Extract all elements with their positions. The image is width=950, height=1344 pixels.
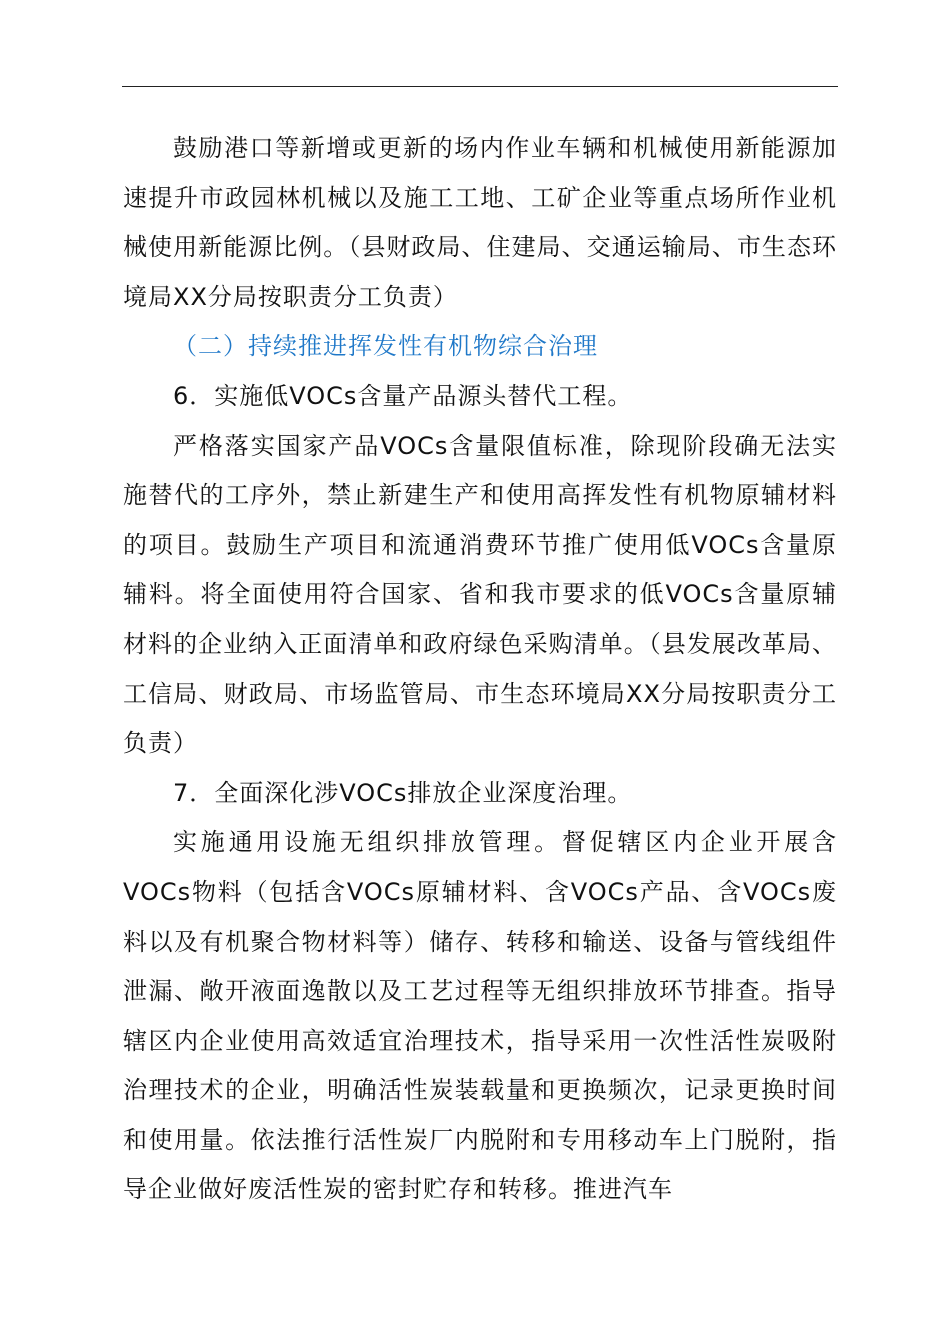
body-paragraph: 鼓励港口等新增或更新的场内作业车辆和机械使用新能源加速提升市政园林机械以及施工工地、工矿企业等重点场所作业机械使用新能源比例。（县财政局、住建局、交通运输局、市生态环境局XX分局按职责分工负责）	[123, 134, 837, 311]
item-heading: 7．全面深化涉VOCs排放企业深度治理。	[173, 778, 633, 807]
item-heading: 6．实施低VOCs含量产品源头替代工程。	[173, 381, 633, 410]
document-body	[123, 124, 837, 1215]
body-paragraph: 严格落实国家产品VOCs含量限值标准，除现阶段确无法实施替代的工序外，禁止新建生产和使用高挥发性有机物原辅材料的项目。鼓励生产项目和流通消费环节推广使用低VOCs含量原辅料。将全面使用符合国家、省和我市要求的低VOCs含量原辅材料的企业纳入正面清单和政府绿色采购清单。（县发展改革局、工信局、财政局、市场监管局、市生态环境局XX分局按职责分工负责）	[123, 431, 837, 758]
header-rule	[122, 86, 838, 87]
section-heading: （二）持续推进挥发性有机物综合治理	[173, 332, 598, 361]
body-paragraph: 实施通用设施无组织排放管理。督促辖区内企业开展含VOCs物料（包括含VOCs原辅材料、含VOCs产品、含VOCs废料以及有机聚合物材料等）储存、转移和输送、设备与管线组件泄漏、敞开液面逸散以及工艺过程等无组织排放环节排查。指导辖区内企业使用高效适宜治理技术，指导采用一次性活性炭吸附治理技术的企业，明确活性炭装载量和更换频次，记录更换时间和使用量。依法推行活性炭厂内脱附和专用移动车上门脱附，指导企业做好废活性炭的密封贮存和转移。推进汽车	[123, 828, 837, 1204]
